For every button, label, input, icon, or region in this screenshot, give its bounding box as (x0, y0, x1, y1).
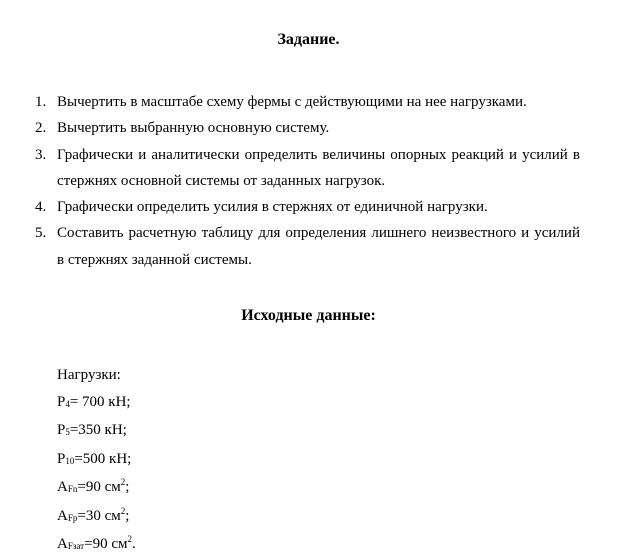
item-number: 1. (35, 94, 47, 110)
value: =90 см (77, 479, 121, 495)
subscript: Fn (67, 484, 78, 494)
symbol: P (57, 422, 66, 438)
load-line (57, 446, 136, 475)
item-text: Вычертить выбранную основную систему. (57, 120, 330, 137)
area-line (57, 503, 136, 532)
value: =90 см (84, 536, 128, 552)
punctuation: . (131, 536, 136, 552)
superscript: 2 (120, 505, 126, 516)
item-text: Графически и аналитически определить величины опорных реакций и усилий в стержнях основной системы от заданных нагрузок. (57, 146, 580, 189)
symbol: P (57, 393, 66, 410)
list-item (35, 220, 580, 273)
subscript: 10 (65, 455, 75, 466)
load-line (57, 417, 136, 446)
punctuation: ; (125, 479, 130, 495)
area-line (57, 531, 136, 560)
data-heading: Исходные данные: (241, 307, 376, 324)
value: = 700 кН; (69, 393, 131, 410)
value: =350 кН; (69, 422, 127, 438)
superscript: 2 (127, 534, 132, 544)
task-list (35, 89, 580, 273)
subscript: Fp (67, 512, 78, 523)
loads-label: Нагрузки: (57, 367, 121, 383)
symbol: A (57, 507, 68, 524)
item-number: 4. (35, 199, 47, 216)
list-item (35, 115, 580, 141)
list-item (35, 89, 580, 115)
task-heading: Задание. (277, 31, 340, 48)
item-number: 5. (35, 225, 47, 242)
symbol: A (57, 536, 68, 552)
value: =500 кН; (74, 450, 132, 467)
subscript: 5 (65, 427, 70, 437)
item-text: Составить расчетную таблицу для определения лишнего неизвестного и усилий в стержнях заданной системы. (57, 225, 580, 268)
item-number: 3. (35, 146, 47, 163)
symbol: P (57, 450, 66, 467)
item-number: 2. (35, 120, 47, 137)
item-text: Графически определить усилия в стержнях от единичной нагрузки. (57, 199, 488, 216)
area-line (57, 474, 136, 503)
load-line (57, 389, 136, 418)
punctuation: ; (125, 507, 130, 524)
item-text: Вычертить в масштабе схему фермы с действующими на нее нагрузками. (57, 94, 527, 110)
value: =30 см (77, 507, 121, 524)
loads-block (57, 362, 136, 560)
symbol: A (57, 479, 68, 495)
subscript: Fзат (67, 541, 85, 551)
list-item (35, 194, 580, 220)
subscript: 4 (65, 398, 70, 409)
superscript: 2 (120, 477, 126, 487)
list-item (35, 142, 580, 195)
